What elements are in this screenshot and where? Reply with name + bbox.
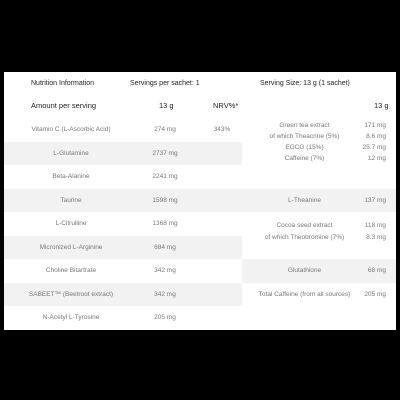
nutrient-nrv: 343% <box>213 126 231 134</box>
nutrient-name: SABEET™ (Beetroot extract) <box>28 290 114 298</box>
header-title: Nutrition Information <box>31 80 95 87</box>
subheader-qty-right: 13 g <box>374 101 389 110</box>
nutrient-name: Cocoa seed extract <box>276 222 333 229</box>
nutrient-value: 205 mg <box>154 314 176 322</box>
nutrient-name: Green tea extract <box>279 122 330 129</box>
table-subheader <box>4 96 396 118</box>
list-item <box>242 120 396 131</box>
subheader-nrv: NRV%* <box>213 101 239 110</box>
nutrient-name: Vitamin C (L-Ascorbic Acid) <box>31 126 111 134</box>
nutrient-value: 342 mg <box>154 290 176 298</box>
nutrient-value: 8.3 mg <box>366 234 386 241</box>
nutrient-name: Total Caffeine (from all sources) <box>258 290 351 298</box>
nutrient-value: 1598 mg <box>152 196 178 204</box>
nutrient-value: 118 mg <box>364 222 386 229</box>
nutrient-name: EGCG (15%) <box>285 144 324 151</box>
nutrient-value: 2737 mg <box>152 149 178 157</box>
nutrient-value: 684 mg <box>154 243 176 251</box>
right-block-total-caffeine <box>242 283 396 307</box>
nutrient-name: L-Citrulline <box>55 220 87 228</box>
nutrient-nrv <box>200 165 244 189</box>
nutrient-nrv <box>200 236 244 260</box>
table-row <box>4 165 396 189</box>
list-item <box>242 195 396 206</box>
list-item <box>242 153 396 164</box>
right-block-glutathione <box>242 259 396 283</box>
nutrient-nrv <box>200 283 244 307</box>
nutrient-value: 137 mg <box>364 196 386 204</box>
nutrient-value: 205 mg <box>364 290 386 298</box>
nutrient-name: Glutathione <box>287 267 322 274</box>
nutrient-nrv <box>200 142 244 166</box>
list-item <box>242 220 396 231</box>
subheader-amount: Amount per serving <box>31 101 97 110</box>
right-block-cocoa <box>242 212 396 259</box>
nutrition-table <box>4 72 396 330</box>
nutrient-value: 274 mg <box>154 126 176 134</box>
nutrient-value: 12 mg <box>367 155 386 162</box>
nutrient-name: Choline Bitartrate <box>45 267 97 275</box>
nutrient-nrv <box>200 189 244 213</box>
list-item <box>242 232 396 243</box>
nutrient-name: of which Theacrine (5%) <box>269 133 340 140</box>
nutrient-value: 25.7 mg <box>362 144 386 151</box>
nutrient-name: L-Theanine <box>288 196 321 204</box>
subheader-qty: 13 g <box>159 101 174 110</box>
nutrient-name: Taurine <box>60 196 82 204</box>
list-item <box>242 289 396 300</box>
header-servings: Servings per sachet: 1 <box>130 80 200 87</box>
nutrient-nrv <box>200 212 244 236</box>
nutrient-value: 1368 mg <box>152 220 178 228</box>
nutrient-value: 8.6 mg <box>366 133 386 140</box>
nutrient-name: Caffeine (7%) <box>284 155 325 162</box>
list-item <box>242 131 396 142</box>
nutrient-value: 171 mg <box>364 122 386 129</box>
header-serving-size: Serving Size: 13 g (1 sachet) <box>260 80 350 87</box>
nutrient-name: of which Theobromine (7%) <box>264 234 345 241</box>
list-item <box>242 142 396 153</box>
right-block-green-tea <box>242 118 396 165</box>
nutrient-name: N-Acetyl L-Tyrosine <box>42 314 100 322</box>
nutrient-name: Micronized L-Arginine <box>39 243 103 251</box>
table-body <box>4 118 396 330</box>
nutrient-name: L-Glutamine <box>53 149 89 157</box>
nutrient-value: 2241 mg <box>152 173 178 181</box>
table-row <box>4 306 396 330</box>
table-header <box>4 72 396 96</box>
nutrient-value: 68 mg <box>367 267 386 274</box>
right-block-theanine <box>242 189 396 213</box>
nutrient-nrv <box>200 306 244 330</box>
nutrient-nrv <box>200 259 244 283</box>
list-item <box>242 265 396 276</box>
nutrient-value: 342 mg <box>154 267 176 275</box>
nutrient-name: Beta-Alanine <box>52 173 90 181</box>
